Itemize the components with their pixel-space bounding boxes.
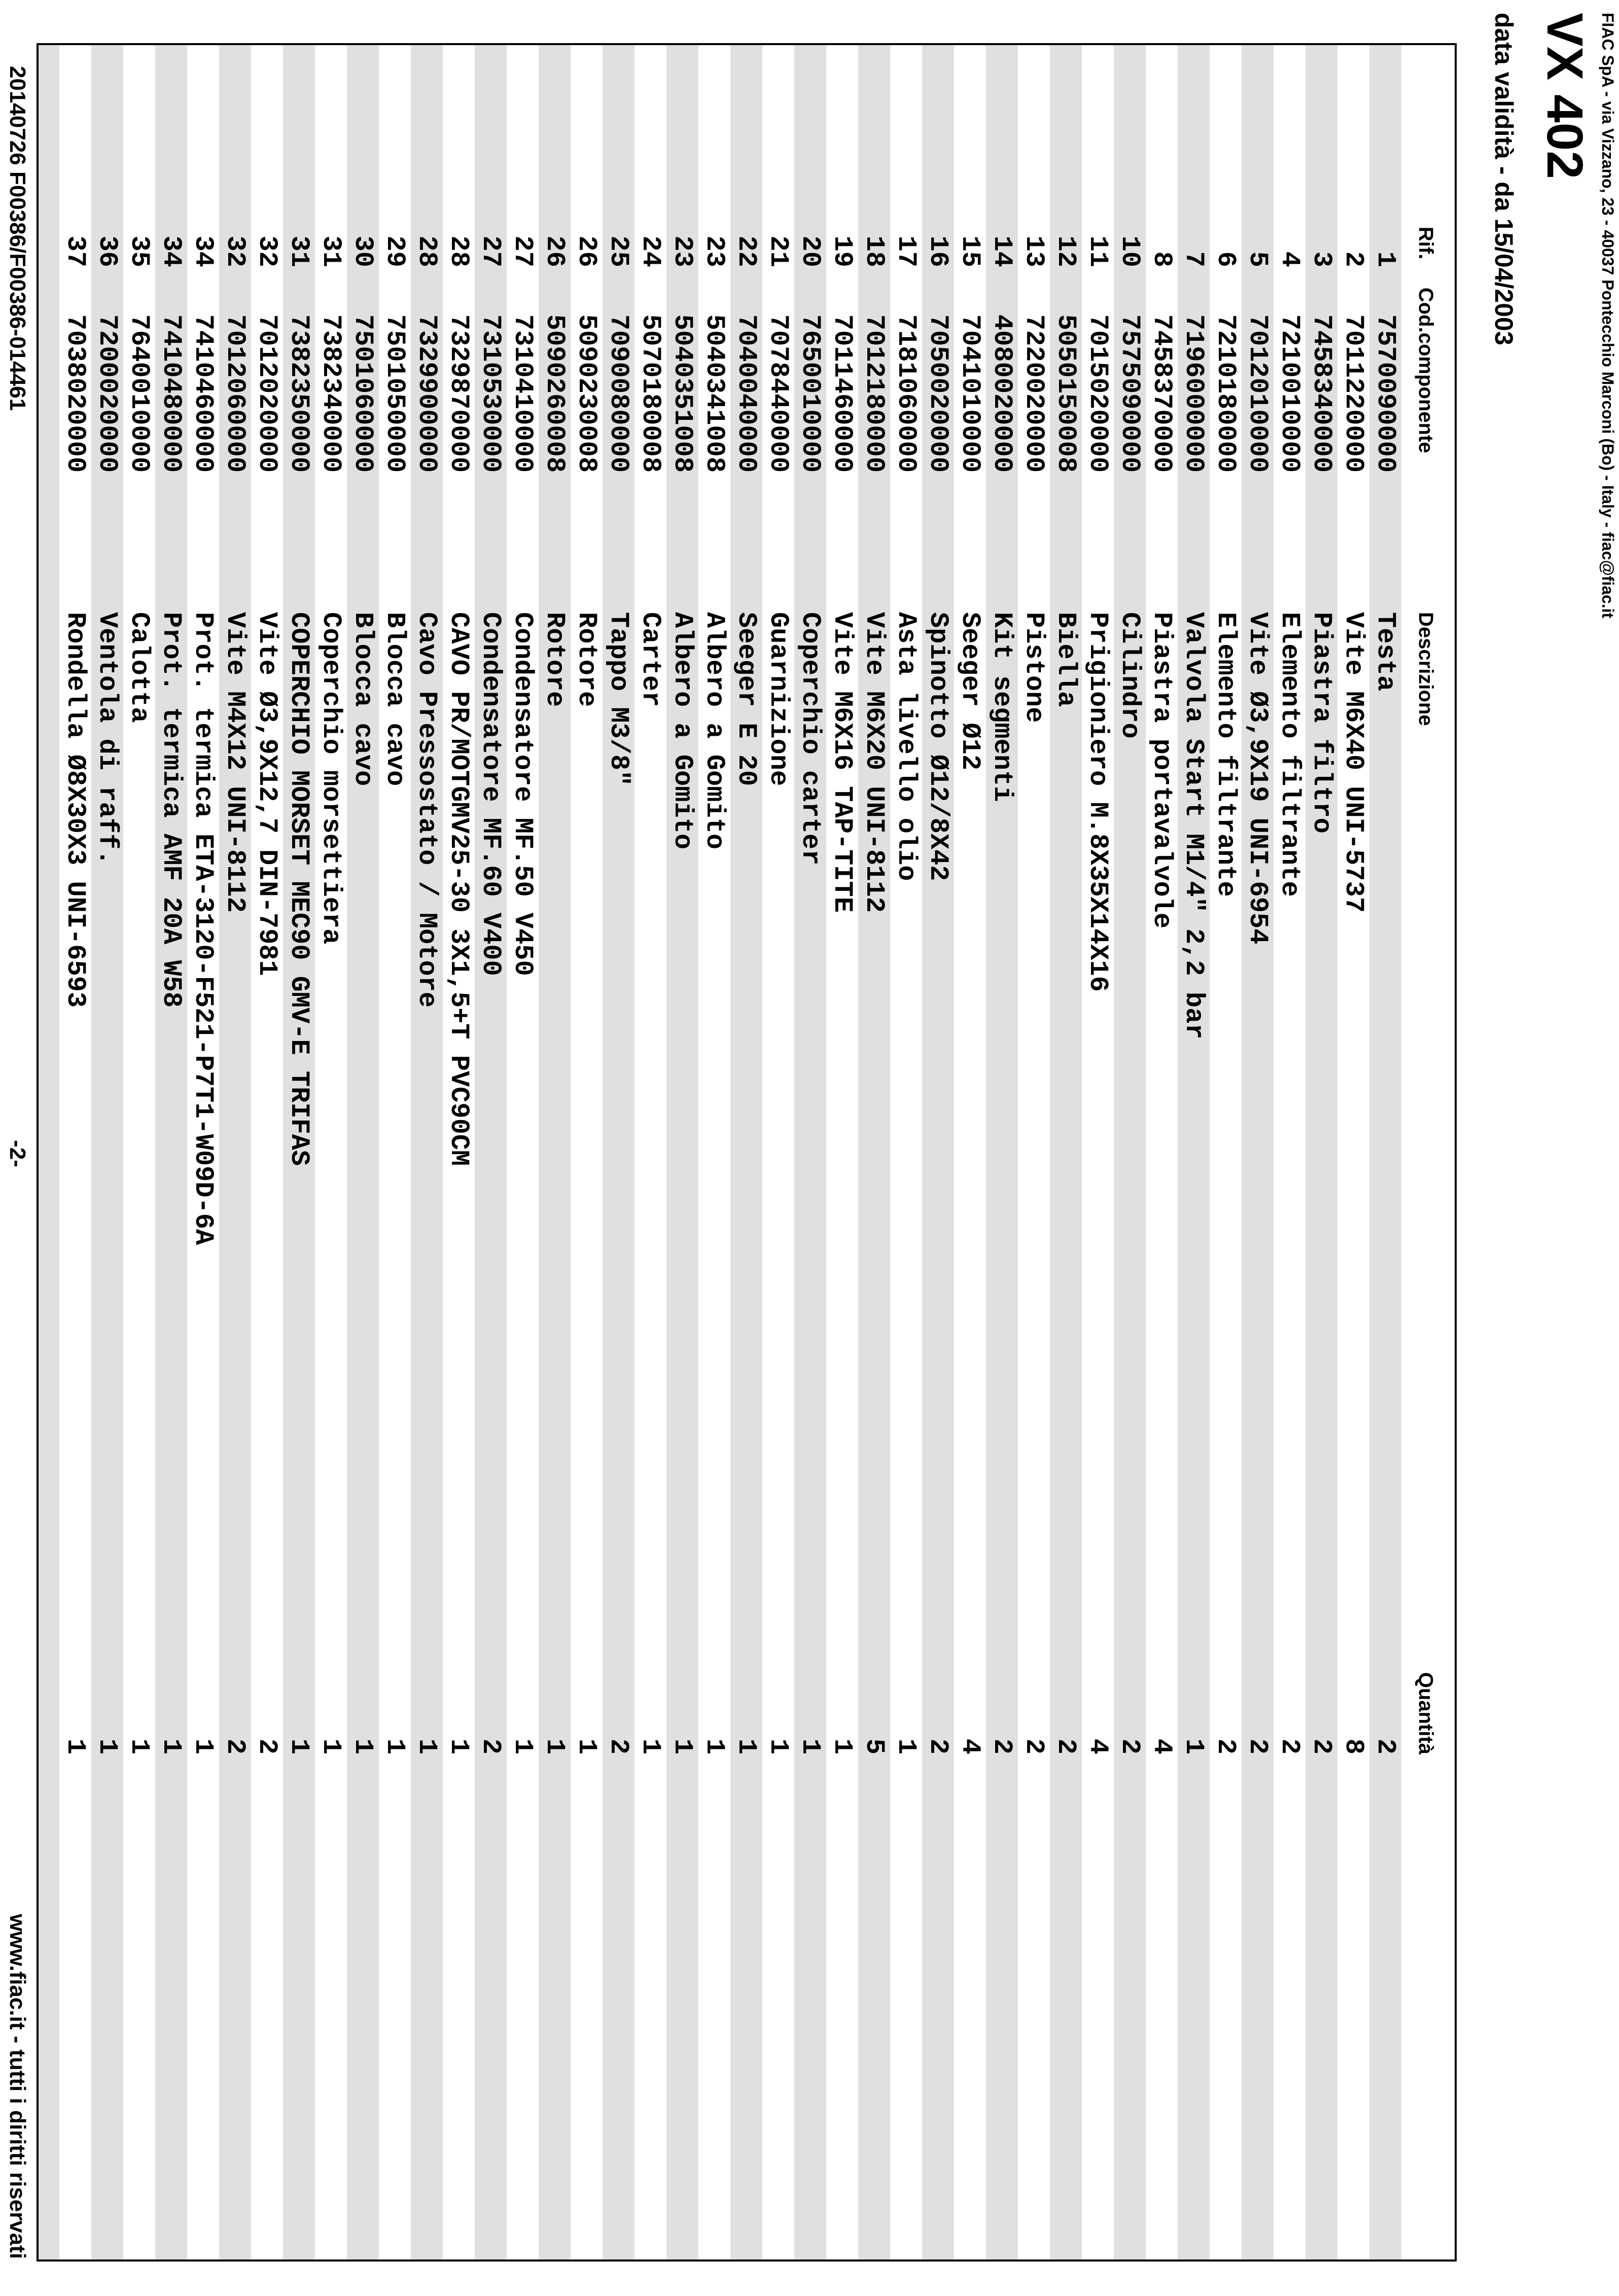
table-row <box>91 45 123 2259</box>
row-description: Blocca cavo <box>380 612 410 786</box>
row-code: 7041010000 <box>955 314 985 473</box>
row-code: 7012020000 <box>252 314 282 473</box>
row-rif: 31 <box>284 235 314 267</box>
row-quantity: 1 <box>636 1738 665 1754</box>
row-quantity: 2 <box>604 1738 633 1754</box>
row-description: Coperchio carter <box>795 612 825 866</box>
row-rif: 4 <box>1275 251 1305 267</box>
row-quantity: 2 <box>1051 1738 1081 1754</box>
row-description: Carter <box>636 612 665 707</box>
table-row <box>187 45 219 2259</box>
row-code: 7458340000 <box>1307 314 1336 473</box>
row-rif: 32 <box>220 235 250 267</box>
row-description: Calotta <box>124 612 154 723</box>
table-row <box>730 45 762 2259</box>
row-quantity: 4 <box>955 1738 985 1754</box>
table-row <box>411 45 443 2259</box>
product-title: VX 402 <box>1536 13 1593 180</box>
row-rif: 27 <box>476 235 506 267</box>
table-row <box>571 45 603 2259</box>
table-row <box>283 45 315 2259</box>
row-code: 7050020000 <box>923 314 953 473</box>
table-row <box>155 45 187 2259</box>
table-row <box>954 45 986 2259</box>
table-row <box>219 45 251 2259</box>
row-rif: 22 <box>731 235 761 267</box>
row-description: Piastra filtro <box>1307 612 1336 834</box>
table-row <box>1018 45 1050 2259</box>
table-row <box>539 45 571 2259</box>
row-quantity: 1 <box>92 1738 122 1754</box>
row-description: Condensatore MF.60 V400 <box>476 612 506 976</box>
row-rif: 35 <box>124 235 154 267</box>
row-quantity: 2 <box>220 1738 250 1754</box>
row-rif: 16 <box>923 235 953 267</box>
row-code: 5070180008 <box>636 314 665 473</box>
table-header-row <box>1410 45 1441 2259</box>
row-rif: 36 <box>92 235 122 267</box>
row-quantity: 2 <box>1370 1738 1400 1754</box>
row-quantity: 1 <box>1179 1738 1209 1754</box>
row-quantity: 1 <box>156 1738 186 1754</box>
table-row <box>1274 45 1306 2259</box>
row-code: 7012180000 <box>859 314 889 473</box>
row-description: Prigioniero M.8X35X14X16 <box>1083 612 1113 992</box>
row-quantity: 2 <box>1115 1738 1145 1754</box>
row-quantity: 1 <box>348 1738 378 1754</box>
row-rif: 28 <box>444 235 474 267</box>
row-description: Blocca cavo <box>348 612 378 786</box>
table-row <box>986 45 1018 2259</box>
row-quantity: 2 <box>1307 1738 1336 1754</box>
row-rif: 27 <box>508 235 538 267</box>
row-description: Guarnizione <box>763 612 793 786</box>
row-rif: 10 <box>1115 235 1145 267</box>
row-quantity: 8 <box>1339 1738 1368 1754</box>
table-row <box>443 45 475 2259</box>
row-code: 7570090000 <box>1370 314 1400 473</box>
row-description: Biella <box>1051 612 1081 707</box>
row-description: Condensatore MF.50 V450 <box>508 612 538 976</box>
empty-stripe <box>37 45 59 2259</box>
table-row <box>1306 45 1338 2259</box>
row-code: 5090230008 <box>572 314 602 473</box>
row-quantity: 2 <box>1019 1738 1049 1754</box>
row-description: Kit segmenti <box>987 612 1017 802</box>
row-rif: 26 <box>540 235 570 267</box>
row-rif: 7 <box>1179 251 1209 267</box>
row-description: Ventola di raff. <box>92 612 122 866</box>
table-row <box>666 45 698 2259</box>
row-code: 7210010000 <box>1275 314 1305 473</box>
row-quantity: 1 <box>60 1738 90 1754</box>
row-description: Spinotto Ø12/8X42 <box>923 612 953 881</box>
row-code: 7038020000 <box>60 314 90 473</box>
row-quantity: 4 <box>1147 1738 1177 1754</box>
row-rif: 6 <box>1211 251 1241 267</box>
table-row <box>826 45 858 2259</box>
row-code: 7410460000 <box>188 314 218 473</box>
row-description: Rondella Ø8X30X3 UNI-6593 <box>60 612 90 1008</box>
column-header-rif: Rif. <box>1415 227 1437 260</box>
row-description: Seeger Ø12 <box>955 612 985 771</box>
table-row <box>858 45 890 2259</box>
table-row <box>379 45 411 2259</box>
row-rif: 28 <box>412 235 442 267</box>
row-rif: 24 <box>636 235 665 267</box>
row-quantity: 1 <box>316 1738 346 1754</box>
table-row <box>475 45 507 2259</box>
row-rif: 34 <box>156 235 186 267</box>
row-quantity: 1 <box>827 1738 857 1754</box>
row-description: Piastra portavalvole <box>1147 612 1177 929</box>
row-quantity: 1 <box>795 1738 825 1754</box>
row-code: 5090260008 <box>540 314 570 473</box>
row-quantity: 1 <box>540 1738 570 1754</box>
row-quantity: 2 <box>1211 1738 1241 1754</box>
row-quantity: 1 <box>508 1738 538 1754</box>
row-description: Elemento filtrante <box>1211 612 1241 897</box>
row-rif: 26 <box>572 235 602 267</box>
row-code: 7310410000 <box>508 314 538 473</box>
parts-table <box>37 43 1457 2262</box>
row-description: Albero a Gomito <box>667 612 697 850</box>
row-code: 7310530000 <box>476 314 506 473</box>
row-quantity: 2 <box>252 1738 282 1754</box>
row-quantity: 4 <box>1083 1738 1113 1754</box>
company-address-line: FIAC SpA - via Vizzano, 23 - 40037 Pontecchio Marconi (Bo) - Italy - fiac@fiac.it <box>1599 13 1617 619</box>
row-quantity: 1 <box>444 1738 474 1754</box>
row-code: 7011220000 <box>1339 314 1368 473</box>
row-code: 7329900000 <box>412 314 442 473</box>
row-code: 7011460000 <box>827 314 857 473</box>
row-quantity: 2 <box>476 1738 506 1754</box>
table-row <box>1050 45 1082 2259</box>
row-quantity: 2 <box>1275 1738 1305 1754</box>
row-code: 7012060000 <box>220 314 250 473</box>
table-row <box>922 45 954 2259</box>
row-code: 7410480000 <box>156 314 186 473</box>
row-description: Cavo Pressostato / Motore <box>412 612 442 1008</box>
row-description: Albero a Gomito <box>699 612 729 850</box>
row-description: Vite Ø3,9X12,7 DIN-7981 <box>252 612 282 976</box>
row-code: 7575090000 <box>1115 314 1145 473</box>
row-code: 7012010000 <box>1243 314 1273 473</box>
table-row <box>1146 45 1178 2259</box>
row-rif: 18 <box>859 235 889 267</box>
row-description: Elemento filtrante <box>1275 612 1305 897</box>
row-rif: 32 <box>252 235 282 267</box>
row-description: Vite M4X12 UNI-8112 <box>220 612 250 913</box>
row-rif: 1 <box>1370 251 1400 267</box>
row-quantity: 1 <box>284 1738 314 1754</box>
row-quantity: 1 <box>891 1738 921 1754</box>
row-quantity: 1 <box>380 1738 410 1754</box>
row-rif: 31 <box>316 235 346 267</box>
row-code: 7220020000 <box>1019 314 1049 473</box>
row-code: 7078440000 <box>763 314 793 473</box>
footer-rights-notice: www.fiac.it - tutti i diritti riservati <box>5 1914 30 2259</box>
row-rif: 3 <box>1307 251 1336 267</box>
row-rif: 17 <box>891 235 921 267</box>
table-row <box>251 45 283 2259</box>
row-description: Cilindro <box>1115 612 1145 739</box>
table-row <box>794 45 826 2259</box>
page-footer <box>2 0 32 2296</box>
row-quantity: 5 <box>859 1738 889 1754</box>
table-row <box>315 45 347 2259</box>
row-quantity: 1 <box>699 1738 729 1754</box>
row-code: 7382340000 <box>316 314 346 473</box>
row-description: Vite M6X16 TAP-TITE <box>827 612 857 913</box>
row-quantity: 1 <box>124 1738 154 1754</box>
row-code: 7382350000 <box>284 314 314 473</box>
row-description: Rotore <box>572 612 602 707</box>
table-row <box>1242 45 1274 2259</box>
footer-document-reference: 20140726 F00386/F00386-014461 <box>5 66 30 411</box>
row-rif: 8 <box>1147 251 1177 267</box>
table-row <box>123 45 155 2259</box>
row-description: Valvola Start M1/4" 2,2 bar <box>1179 612 1209 1039</box>
row-description: Vite M6X40 UNI-5737 <box>1339 612 1368 913</box>
row-rif: 23 <box>667 235 697 267</box>
row-code: 7040040000 <box>731 314 761 473</box>
validity-date-line: data validità - da 15/04/2003 <box>1490 13 1518 345</box>
row-rif: 34 <box>188 235 218 267</box>
row-code: 7640010000 <box>124 314 154 473</box>
row-description: Testa <box>1370 612 1400 692</box>
row-rif: 20 <box>795 235 825 267</box>
row-code: 7200020000 <box>92 314 122 473</box>
table-row <box>1369 45 1401 2259</box>
row-code: 7501050000 <box>380 314 410 473</box>
row-description: Prot. termica AMF 20A W58 <box>156 612 186 1008</box>
row-code: 7181060000 <box>891 314 921 473</box>
table-row <box>59 45 91 2259</box>
row-quantity: 2 <box>923 1738 953 1754</box>
row-description: Asta livello olio <box>891 612 921 881</box>
row-rif: 30 <box>348 235 378 267</box>
row-code: 7090080000 <box>604 314 633 473</box>
row-rif: 21 <box>763 235 793 267</box>
row-rif: 11 <box>1083 235 1113 267</box>
row-quantity: 1 <box>572 1738 602 1754</box>
row-quantity: 1 <box>731 1738 761 1754</box>
table-row <box>603 45 635 2259</box>
row-code: 7650010000 <box>795 314 825 473</box>
table-row <box>698 45 730 2259</box>
table-row <box>635 45 666 2259</box>
row-description: CAVO PR/MOTGMV25-30 3X1,5+T PVC90CM <box>444 612 474 1166</box>
row-rif: 23 <box>699 235 729 267</box>
column-header-quantity: Quantità <box>1415 1672 1437 1754</box>
row-description: Seeger E 20 <box>731 612 761 786</box>
row-description: Vite Ø3,9X19 UNI-6954 <box>1243 612 1273 945</box>
table-row <box>762 45 794 2259</box>
row-description: Tappo M3/8" <box>604 612 633 786</box>
row-code: 7015020000 <box>1083 314 1113 473</box>
table-row <box>1210 45 1242 2259</box>
row-code: 7329870000 <box>444 314 474 473</box>
table-row <box>1178 45 1210 2259</box>
row-rif: 5 <box>1243 251 1273 267</box>
row-code: 4080020000 <box>987 314 1017 473</box>
row-description: Prot. termica ETA-3120-F521-P7T1-W09D-6A <box>188 612 218 1245</box>
table-row <box>1082 45 1114 2259</box>
row-description: Coperchio morsettiera <box>316 612 346 945</box>
row-quantity: 1 <box>667 1738 697 1754</box>
row-rif: 12 <box>1051 235 1081 267</box>
row-rif: 14 <box>987 235 1017 267</box>
row-description: Pistone <box>1019 612 1049 723</box>
row-quantity: 2 <box>987 1738 1017 1754</box>
table-row <box>507 45 539 2259</box>
row-description: Vite M6X20 UNI-8112 <box>859 612 889 913</box>
row-rif: 2 <box>1339 251 1368 267</box>
column-header-code: Cod.componente <box>1415 288 1437 453</box>
row-rif: 19 <box>827 235 857 267</box>
row-code: 5050150008 <box>1051 314 1081 473</box>
row-code: 7196000000 <box>1179 314 1209 473</box>
table-row <box>347 45 379 2259</box>
row-description: Rotore <box>540 612 570 707</box>
row-rif: 13 <box>1019 235 1049 267</box>
row-code: 5040351008 <box>667 314 697 473</box>
row-quantity: 1 <box>763 1738 793 1754</box>
table-row <box>1114 45 1146 2259</box>
row-quantity: 1 <box>412 1738 442 1754</box>
row-rif: 15 <box>955 235 985 267</box>
row-rif: 37 <box>60 235 90 267</box>
footer-page-number: -2- <box>5 1140 30 1167</box>
row-quantity: 1 <box>188 1738 218 1754</box>
table-row <box>890 45 922 2259</box>
row-quantity: 2 <box>1243 1738 1273 1754</box>
row-code: 7501060000 <box>348 314 378 473</box>
column-header-description: Descrizione <box>1415 612 1437 726</box>
row-rif: 25 <box>604 235 633 267</box>
table-row <box>1338 45 1369 2259</box>
row-code: 7458370000 <box>1147 314 1177 473</box>
row-description: COPERCHIO MORSET MEC90 GMV-E TRIFAS <box>284 612 314 1166</box>
row-rif: 29 <box>380 235 410 267</box>
row-code: 7210180000 <box>1211 314 1241 473</box>
row-code: 5040341008 <box>699 314 729 473</box>
